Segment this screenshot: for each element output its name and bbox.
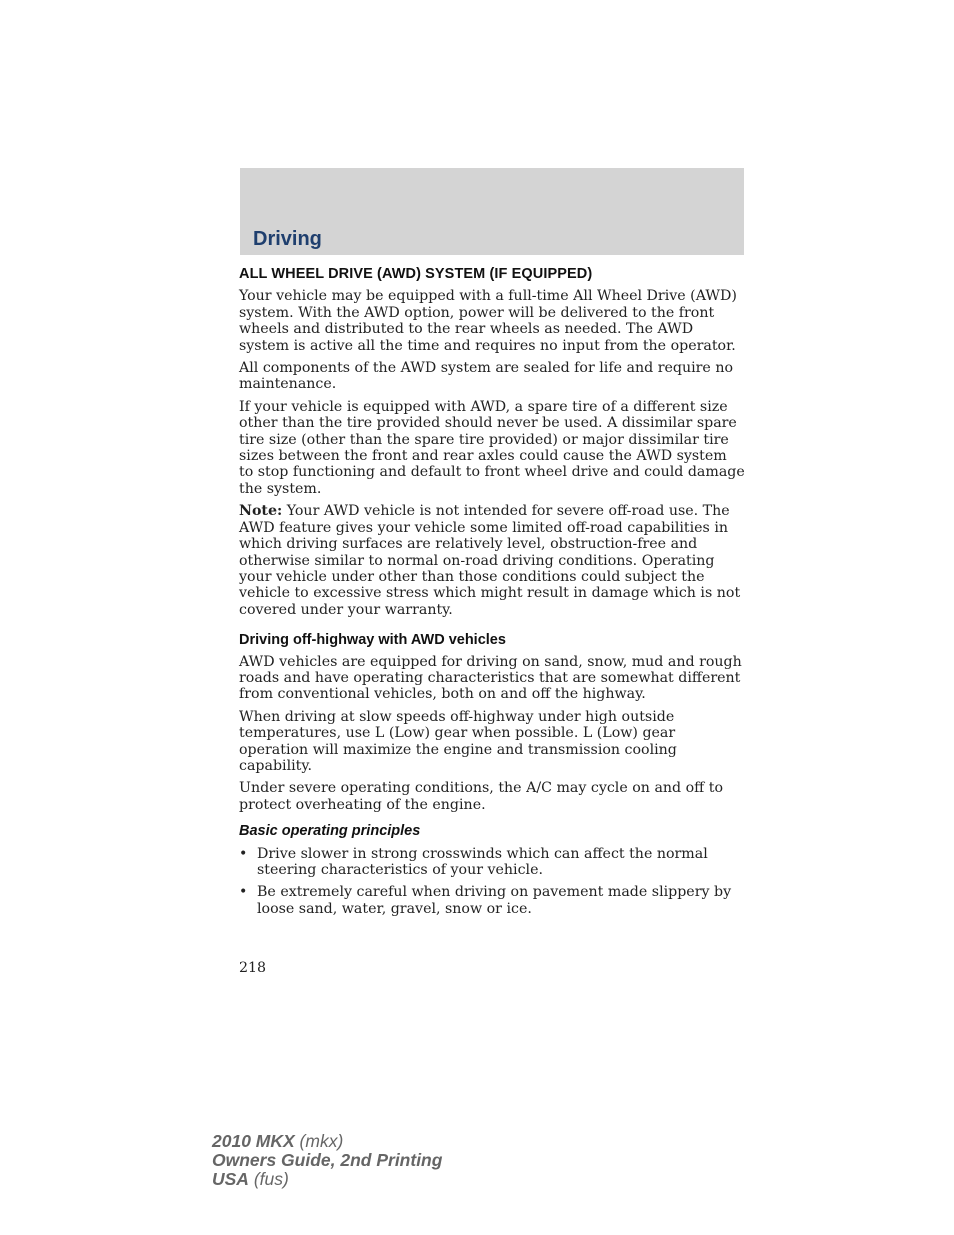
bullet-icon: • [239, 845, 248, 862]
list-item-text: Drive slower in strong crosswinds which can affect the normal steering characteristics of your vehicle. [257, 845, 708, 878]
offroad-paragraph-3: Under severe operating conditions, the A/C may cycle on and off to protect overheating of the engine. [239, 780, 724, 813]
offroad-heading: Driving off-highway with AWD vehicles [239, 632, 506, 649]
page-number: 218 [239, 960, 267, 976]
awd-heading: ALL WHEEL DRIVE (AWD) SYSTEM (IF EQUIPPED) [239, 266, 593, 282]
list-item-text: Be extremely careful when driving on pavement made slippery by loose sand, water, gravel, snow or ice. [257, 884, 732, 917]
footer-line-3 [212, 1170, 442, 1189]
page-content [239, 266, 745, 923]
note-text: Your AWD vehicle is not intended for severe off-road use. The AWD feature gives your vehicle some limited off-road capabilities in which driving surfaces are relatively level, obstruction-free and otherwise similar to normal on-road driving conditions. Operating your vehicle under other than those conditions could subject the vehicle to excessive stress which might result in damage which is not covered under your warranty. [239, 503, 741, 618]
list-item [239, 884, 745, 917]
footer-model-code: (mkx) [294, 1131, 344, 1151]
footer-market: USA [212, 1169, 249, 1189]
section-title: Driving [253, 228, 322, 250]
awd-paragraph-2: All components of the AWD system are sealed for life and require no maintenance. [239, 360, 733, 393]
awd-note-paragraph [239, 503, 745, 618]
footer-line-2: Owners Guide, 2nd Printing [212, 1150, 443, 1170]
note-label: Note: [239, 503, 283, 520]
list-item [239, 846, 745, 879]
principles-heading: Basic operating principles [239, 823, 421, 840]
footer-market-code: (fus) [248, 1169, 289, 1189]
offroad-paragraph-1: AWD vehicles are equipped for driving on sand, snow, mud and rough roads and have operating characteristics that are somewhat different from conventional vehicles, both on and off the highway. [239, 653, 742, 703]
section-header-band [240, 168, 744, 255]
footer-line-1 [212, 1132, 442, 1151]
principles-list [239, 846, 745, 918]
document-footer [212, 1132, 442, 1189]
bullet-icon: • [239, 884, 248, 901]
awd-paragraph-3: If your vehicle is equipped with AWD, a spare tire of a different size other than the tire provided should never be used. A dissimilar spare tire size (other than the spare tire provided) or major dissimilar tire sizes between the front and rear axles could cause the AWD system to stop functioning and default to front wheel drive and could damage the system. [239, 398, 745, 497]
offroad-paragraph-2: When driving at slow speeds off-highway under high outside temperatures, use L (Low) gear when possible. L (Low) gear operation will maximize the engine and transmission cooling capability. [239, 708, 677, 774]
footer-model: 2010 MKX [212, 1131, 295, 1151]
awd-paragraph-1: Your vehicle may be equipped with a full-time All Wheel Drive (AWD) system. With the AWD option, power will be delivered to the front wheels and distributed to the rear wheels as needed. The AWD system is active all the time and requires no input from the operator. [239, 288, 737, 354]
